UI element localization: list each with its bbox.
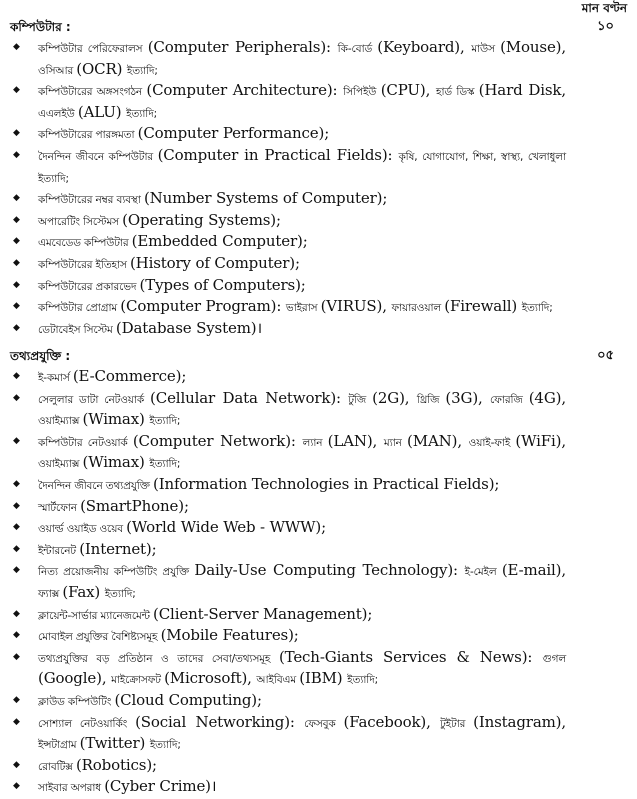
section-marks-ict: ০৫ (597, 348, 614, 363)
bullet-diamond-icon: ◆ (13, 781, 20, 792)
list-item-text: ই-কমার্স (E-Commerce); (38, 367, 187, 385)
list-item-text: সেলুলার ডাটা নেটওয়ার্ক (Cellular Data Network): টুজি (2G), থ্রিজি (3G), ফোরজি (4G), ওয়াইম্যাক্স (Wimax) ইত্যাদি; (38, 388, 566, 429)
list-item (10, 475, 566, 497)
list-item (10, 605, 566, 627)
bullet-diamond-icon: ◆ (13, 193, 20, 204)
list-item-text: দৈনন্দিন জীবনে কম্পিউটার (Computer in Practical Fields): কৃষি, যোগাযোগ, শিক্ষা, স্বাস্থ্য, খেলাধুলা ইত্যাদি; (38, 145, 566, 185)
bullet-diamond-icon: ◆ (13, 128, 20, 139)
bullet-diamond-icon: ◆ (13, 85, 20, 96)
list-item (10, 713, 566, 756)
list-item (10, 297, 566, 319)
bullet-diamond-icon: ◆ (13, 565, 20, 576)
list-item (10, 319, 566, 341)
list-item (10, 124, 566, 146)
bullet-diamond-icon: ◆ (13, 543, 20, 554)
list-item (10, 189, 566, 211)
bullet-diamond-icon: ◆ (13, 759, 20, 770)
list-item (10, 540, 566, 562)
list-item (10, 211, 566, 233)
section-information-technology (10, 347, 566, 799)
marks-distribution-header: মান বণ্টন (581, 1, 627, 15)
list-item-text: ডেটাবেইস সিস্টেম (Database System)। (38, 318, 263, 337)
list-item-text: তথ্যপ্রযুক্তির বড় প্রতিষ্ঠান ও তাদের সেবা/তথ্যসমূহ (Tech-Giants Services & News): গুগল (Google), মাইক্রোসফট (Microsoft), আইবিএম (IBM) ইত্যাদি; (38, 647, 566, 688)
list-item-text: ওয়ার্ল্ড ওয়াইড ওয়েব (World Wide Web - WWW); (38, 518, 326, 537)
list-item-text: কম্পিউটার প্রোগ্রাম (Computer Program): ভাইরাস (VIRUS), ফায়ারওয়াল (Firewall) ইত্যাদি; (38, 297, 553, 316)
list-item (10, 276, 566, 298)
list-item-text: কম্পিউটারের প্রকারভেদ (Types of Computers); (38, 275, 306, 294)
list-item-text: অপারেটিং সিস্টেমস (Operating Systems); (38, 210, 281, 229)
bullet-diamond-icon: ◆ (13, 716, 20, 727)
topic-list (10, 38, 566, 340)
list-item (10, 146, 566, 189)
bullet-diamond-icon: ◆ (13, 371, 20, 381)
list-item (10, 626, 566, 648)
list-item-text: স্মার্টফোন (SmartPhone); (38, 496, 189, 515)
bullet-diamond-icon: ◆ (13, 522, 20, 533)
list-item-text: কম্পিউটারের নম্বর ব্যবস্থা (Number Systems of Computer); (38, 189, 388, 208)
bullet-diamond-icon: ◆ (13, 301, 20, 312)
bullet-diamond-icon: ◆ (13, 694, 20, 705)
list-item (10, 432, 566, 475)
list-item-text: ইন্টারনেট (Internet); (38, 539, 157, 558)
section-title: তথ্যপ্রযুক্তি : (10, 349, 71, 363)
list-item (10, 648, 566, 691)
bullet-diamond-icon: ◆ (13, 42, 20, 52)
list-item (10, 777, 566, 799)
list-item-text: কম্পিউটারের পারঙ্গমতা (Computer Performance); (38, 124, 330, 143)
list-item-text: রোবটিক্স (Robotics); (38, 755, 157, 774)
list-item-text: মোবাইল প্রযুক্তির বৈশিষ্ট্যসমূহ (Mobile Features); (38, 626, 299, 645)
list-item (10, 561, 566, 604)
list-item (10, 756, 566, 778)
bullet-diamond-icon: ◆ (13, 149, 20, 160)
list-item (10, 254, 566, 276)
list-item-text: এমবেডেড কম্পিউটার (Embedded Computer); (38, 232, 308, 251)
list-item-text: সোশ্যাল নেটওয়ার্কিং (Social Networking): ফেসবুক (Facebook), টুইটার (Instagram), ইন্সটাগ্রাম (Twitter) ইত্যাদি; (38, 712, 567, 753)
bullet-diamond-icon: ◆ (13, 236, 20, 247)
bullet-diamond-icon: ◆ (13, 630, 20, 641)
list-item-text: কম্পিউটার নেটওয়ার্ক (Computer Network): ল্যান (LAN), ম্যান (MAN), ওয়াই-ফাই (WiFi), ওয়াইম্যাক্স (Wimax) ইত্যাদি; (38, 431, 566, 472)
bullet-diamond-icon: ◆ (13, 322, 20, 333)
section-marks-computer: ১০ (597, 19, 614, 34)
bullet-diamond-icon: ◆ (13, 651, 20, 662)
bullet-diamond-icon: ◆ (13, 608, 20, 619)
list-item (10, 81, 566, 124)
bullet-diamond-icon: ◆ (13, 392, 20, 403)
bullet-diamond-icon: ◆ (13, 214, 20, 225)
bullet-diamond-icon: ◆ (13, 257, 20, 268)
bullet-diamond-icon: ◆ (13, 279, 20, 290)
list-item (10, 38, 566, 81)
list-item (10, 232, 566, 254)
list-item-text: ক্লাউড কম্পিউটিং (Cloud Computing); (38, 690, 262, 709)
bullet-diamond-icon: ◆ (13, 478, 20, 489)
list-item (10, 518, 566, 540)
list-item (10, 691, 566, 713)
topic-list (10, 367, 566, 799)
section-computer (10, 18, 566, 340)
list-item-text: কম্পিউটারের ইতিহাস (History of Computer); (38, 253, 300, 272)
bullet-diamond-icon: ◆ (13, 500, 20, 511)
list-item-text: ক্লায়েন্ট-সার্ভার ম্যানেজমেন্ট (Client-Server Management); (38, 604, 373, 623)
list-item-text: সাইবার অপরাধ (Cyber Crime)। (38, 777, 217, 796)
list-item (10, 497, 566, 519)
section-title: কম্পিউটার : (10, 20, 71, 34)
list-item-text: নিত্য প্রয়োজনীয় কম্পিউটিং প্রযুক্তি Daily-Use Computing Technology): ই-মেইল (E-mail), ফ্যাক্স (Fax) ইত্যাদি; (38, 561, 566, 601)
list-item (10, 367, 566, 389)
list-item-text: কম্পিউটারের অঙ্গসংগঠন (Computer Architecture): সিপিইউ (CPU), হার্ড ডিস্ক (Hard Disk, এএলইউ (ALU) ইত্যাদি; (38, 81, 566, 121)
list-item-text: কম্পিউটার পেরিফেরালস (Computer Peripherals): কি-বোর্ড (Keyboard), মাউস (Mouse), ওসিআর (OCR) ইত্যাদি; (38, 38, 567, 78)
bullet-diamond-icon: ◆ (13, 435, 20, 446)
list-item-text: দৈনন্দিন জীবনে তথ্যপ্রযুক্তি (Information Technologies in Practical Fields); (38, 474, 500, 493)
list-item (10, 389, 566, 432)
